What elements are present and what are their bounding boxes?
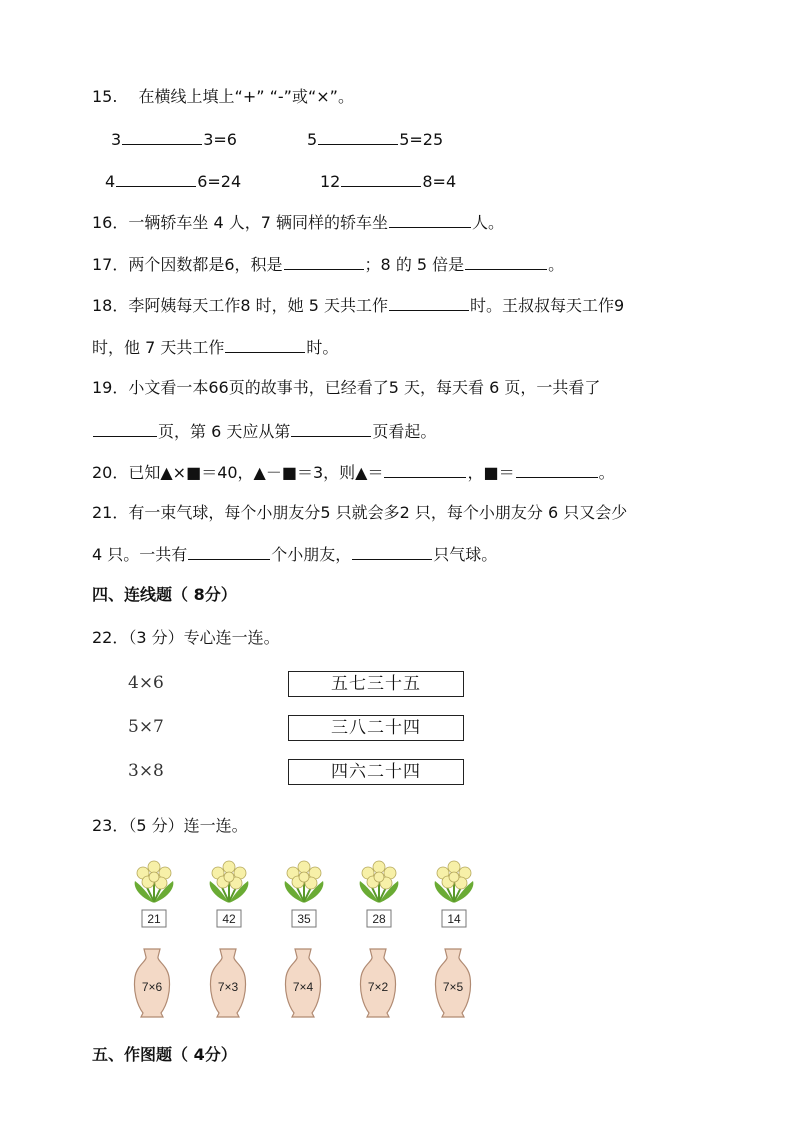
vase-card-7x6[interactable] (127, 947, 177, 1019)
q15-eq1-a: 3 (111, 130, 122, 149)
answer-blank[interactable] (516, 461, 598, 478)
q21-line1: 21．有一束气球，每个小朋友分5 只就会多2 只，每个小朋友分 6 只又会少 (92, 503, 628, 522)
q18-mid: 时。王叔叔每天工作9 (469, 296, 625, 315)
q15-eq4 (320, 170, 456, 193)
q15-eq4-a: 12 (320, 172, 341, 191)
answer-blank[interactable] (188, 543, 270, 560)
flower-icon (285, 861, 324, 903)
q22-right-box[interactable]: 三八二十四 (288, 715, 464, 741)
q19-line2 (92, 420, 436, 443)
q19-suffix: 页看起。 (372, 422, 437, 441)
q15-eq1 (111, 128, 237, 151)
q19-mid: 页，第 6 天应从第 (158, 422, 291, 441)
answer-blank[interactable] (225, 336, 305, 353)
section-heading-4: 四、连线题（ 8分） (92, 585, 237, 604)
q18-line1 (92, 294, 624, 317)
vase-label: 7×5 (442, 980, 464, 994)
flower-icon (135, 861, 174, 903)
q20-text: 20．已知▲×■＝40，▲－■＝3，则▲＝ (92, 463, 384, 482)
q21-suffix: 只气球。 (433, 545, 498, 564)
flower-icon (435, 861, 474, 903)
flower-card-21[interactable] (129, 857, 179, 929)
q15-prompt: 15. 在横线上填上“+” “-”或“×”。 (92, 87, 354, 106)
q15-eq2-b: 5=25 (399, 130, 444, 149)
answer-blank[interactable] (384, 461, 466, 478)
q15-eq1-b: 3=6 (203, 130, 237, 149)
answer-blank[interactable] (284, 253, 364, 270)
flower-icon (360, 861, 399, 903)
q15-eq3 (105, 170, 241, 193)
q20-mid: ，■＝ (467, 463, 515, 482)
answer-blank[interactable] (389, 294, 469, 311)
flower-card-14[interactable] (429, 857, 479, 929)
answer-blank[interactable] (122, 128, 202, 145)
vase-card-7x2[interactable] (353, 947, 403, 1019)
q21-text: 4 只。一共有 (92, 545, 188, 564)
q22-left-expr[interactable]: 3×8 (128, 761, 164, 781)
answer-blank[interactable] (318, 128, 398, 145)
answer-blank[interactable] (465, 253, 547, 270)
flower-number: 35 (297, 912, 311, 926)
q16 (92, 211, 504, 234)
q22-left-expr[interactable]: 4×6 (128, 673, 164, 693)
q15-eq2 (307, 128, 443, 151)
q18-text2: 时，他 7 天共工作 (92, 338, 225, 357)
flower-icon (210, 861, 249, 903)
q19-line1: 19．小文看一本66页的故事书，已经看了5 天，每天看 6 页，一共看了 (92, 378, 601, 397)
q15-eq3-a: 4 (105, 172, 116, 191)
q16-text: 16．一辆轿车坐 4 人，7 辆同样的轿车坐 (92, 213, 388, 232)
q17-mid: ；8 的 5 倍是 (364, 255, 465, 274)
q17-text: 17．两个因数都是6，积是 (92, 255, 283, 274)
q16-suffix: 人。 (471, 213, 504, 232)
q18-text: 18．李阿姨每天工作8 时，她 5 天共工作 (92, 296, 388, 315)
flower-number: 14 (447, 912, 461, 926)
q22-right-box[interactable]: 四六二十四 (288, 759, 464, 785)
q23-title: 23．（5 分）连一连。 (92, 816, 248, 835)
q22-right-box[interactable]: 五七三十五 (288, 671, 464, 697)
answer-blank[interactable] (93, 420, 157, 437)
answer-blank[interactable] (341, 170, 421, 187)
q21-line2 (92, 543, 497, 566)
q15-eq2-a: 5 (307, 130, 318, 149)
q18-line2 (92, 336, 338, 359)
q17 (92, 253, 564, 276)
flower-number: 42 (222, 912, 236, 926)
section-heading-5: 五、作图题（ 4分） (92, 1045, 237, 1064)
q20-suffix: 。 (598, 463, 615, 482)
vase-label: 7×6 (141, 980, 163, 994)
q17-suffix: 。 (548, 255, 565, 274)
vase-card-7x5[interactable] (428, 947, 478, 1019)
answer-blank[interactable] (389, 211, 471, 228)
flower-number: 28 (372, 912, 386, 926)
q22-title: 22．（3 分）专心连一连。 (92, 628, 280, 647)
answer-blank[interactable] (291, 420, 371, 437)
q15-eq4-b: 8=4 (422, 172, 457, 191)
flower-card-42[interactable] (204, 857, 254, 929)
answer-blank[interactable] (116, 170, 196, 187)
q18-suffix: 时。 (306, 338, 339, 357)
vase-label: 7×2 (367, 980, 389, 994)
q22-left-expr[interactable]: 5×7 (128, 717, 164, 737)
q20 (92, 461, 615, 484)
vase-label: 7×4 (292, 980, 314, 994)
vase-label: 7×3 (217, 980, 239, 994)
flower-card-35[interactable] (279, 857, 329, 929)
flower-number: 21 (147, 912, 161, 926)
answer-blank[interactable] (352, 543, 432, 560)
vase-card-7x4[interactable] (278, 947, 328, 1019)
flower-card-28[interactable] (354, 857, 404, 929)
q21-mid: 个小朋友， (271, 545, 352, 564)
vase-card-7x3[interactable] (203, 947, 253, 1019)
q15-eq3-b: 6=24 (197, 172, 242, 191)
